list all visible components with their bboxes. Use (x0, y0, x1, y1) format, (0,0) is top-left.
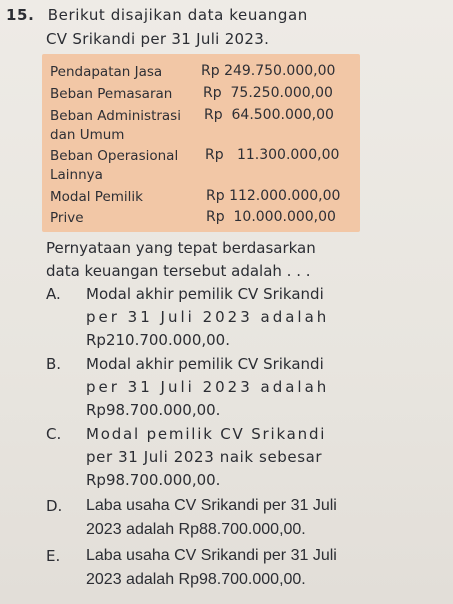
table-row-value: Rp 249.750.000,00 (201, 63, 336, 79)
option-a-text[interactable]: Modal akhir pemilik CV Srikandi (86, 285, 324, 303)
option-a-text[interactable]: per 31 Juli 2023 adalah (86, 308, 330, 326)
table-row-label: Beban Operasional (50, 148, 179, 164)
option-a-letter[interactable]: A. (46, 285, 61, 303)
table-row-label-cont: dan Umum (50, 127, 125, 143)
question-header (6, 4, 308, 26)
table-row-value: Rp 112.000.000,00 (206, 188, 341, 204)
table-row-label-cont: Lainnya (50, 167, 103, 183)
option-b-text[interactable]: per 31 Juli 2023 adalah (86, 378, 330, 396)
option-c-text[interactable]: Modal pemilik CV Srikandi (86, 425, 327, 443)
option-d-text[interactable]: 2023 adalah Rp88.700.000,00. (86, 521, 306, 538)
option-d-text[interactable]: Laba usaha CV Srikandi per 31 Juli (86, 497, 337, 514)
table-row-label: Prive (50, 210, 84, 226)
table-row-label: Beban Pemasaran (50, 86, 173, 102)
question-number: 15. (6, 6, 35, 24)
option-a-text[interactable]: Rp210.700.000,00. (86, 331, 230, 349)
question-title-line1: Berikut disajikan data keuangan (47, 6, 308, 24)
table-row-value: Rp 64.500.000,00 (204, 107, 334, 123)
table-row-label: Modal Pemilik (50, 189, 143, 205)
table-row-value: Rp 10.000.000,00 (206, 209, 336, 225)
option-b-text[interactable]: Rp98.700.000,00. (86, 401, 221, 419)
option-c-text[interactable]: Rp98.700.000,00. (86, 471, 221, 489)
statement-line2: data keuangan tersebut adalah . . . (46, 262, 311, 280)
option-d-letter[interactable]: D. (46, 497, 63, 515)
option-e-text[interactable]: Laba usaha CV Srikandi per 31 Juli (86, 547, 337, 564)
table-row-value: Rp 11.300.000,00 (205, 147, 340, 163)
option-e-letter[interactable]: E. (46, 547, 61, 565)
table-row-label: Pendapatan Jasa (50, 64, 163, 80)
financial-data-table (42, 54, 360, 232)
question-title-line2: CV Srikandi per 31 Juli 2023. (46, 30, 270, 48)
option-c-letter[interactable]: C. (46, 425, 62, 443)
option-e-text[interactable]: 2023 adalah Rp98.700.000,00. (86, 571, 306, 588)
option-b-text[interactable]: Modal akhir pemilik CV Srikandi (86, 355, 324, 373)
table-row-value: Rp 75.250.000,00 (203, 85, 333, 101)
option-b-letter[interactable]: B. (46, 355, 62, 373)
table-row-label: Beban Administrasi (50, 108, 181, 124)
option-c-text[interactable]: per 31 Juli 2023 naik sebesar (86, 448, 323, 466)
statement-line1: Pernyataan yang tepat berdasarkan (46, 239, 316, 257)
